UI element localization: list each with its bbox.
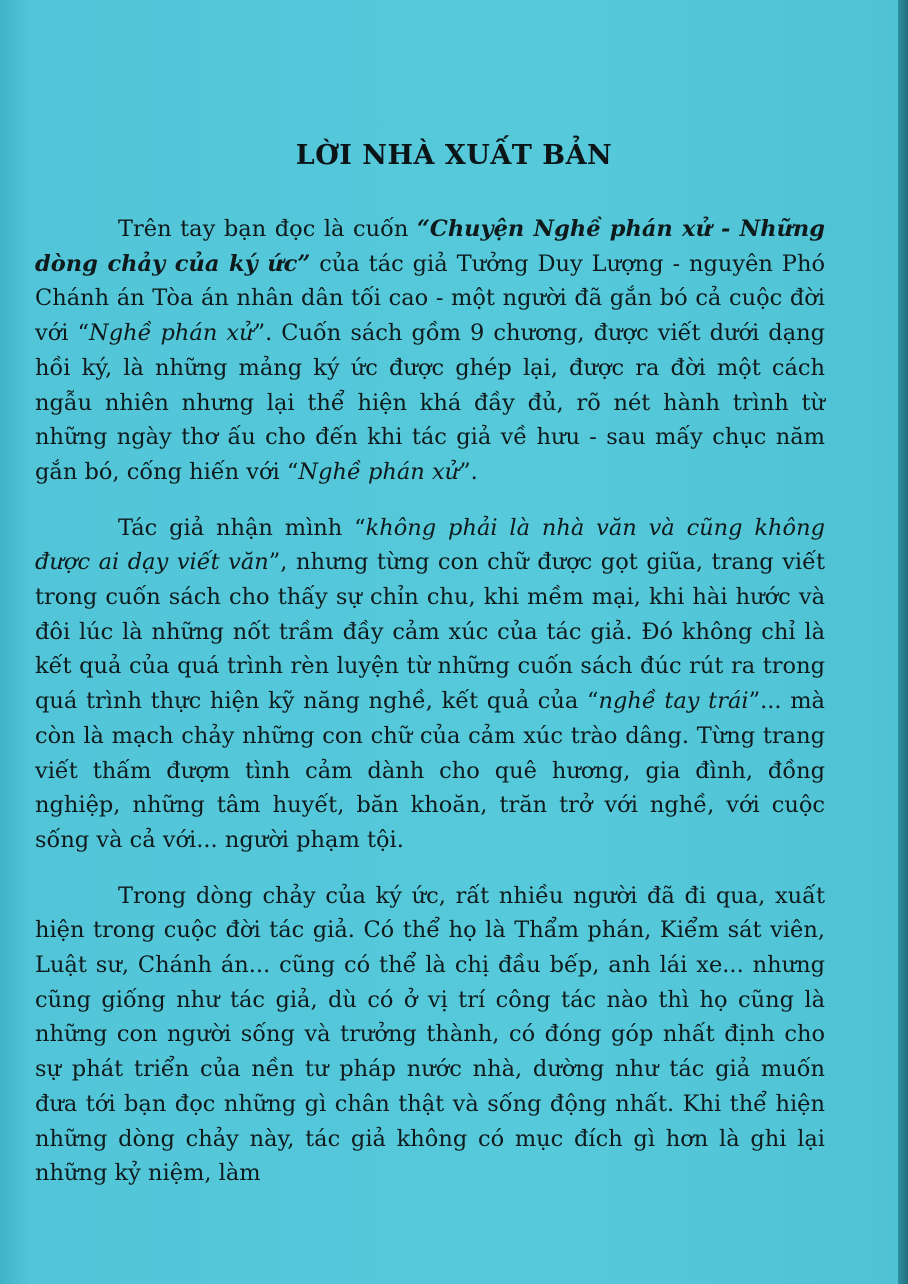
text-run: Trên tay bạn đọc là cuốn [118, 216, 417, 242]
text-run: Nghề phán xử [89, 320, 254, 347]
text-run: ”, nhưng từng con chữ được gọt giũa, trang viết trong cuốn sách cho thấy sự chỉn chu, khi mềm mại, khi hài hước và đôi lúc là những nốt trầm đầy cảm xúc của tác giả. Đó không chỉ là kết quả của quá trình rèn luyện từ những cuốn sách đúc rút ra trong quá trình thực hiện kỹ năng nghề, kết quả của “ [35, 549, 825, 715]
text-run: “Chuyện Nghề phán xử - Những dòng chảy của ký ức” [35, 216, 826, 277]
text-run: ”. [459, 458, 478, 485]
text-run: Nghề phán xử [298, 458, 460, 485]
paragraph-3 [35, 879, 825, 1191]
paragraph-2 [35, 511, 825, 858]
text-run: Tác giả nhận mình “ [118, 514, 366, 541]
page-title: LỜI NHÀ XUẤT BẢN [295, 140, 613, 171]
body-text [35, 212, 825, 1191]
page-edge [898, 0, 908, 1284]
text-run: nghề tay trái [598, 688, 749, 715]
text-run: không phải là nhà văn và cũng không được ai dạy viết văn [35, 514, 825, 576]
paragraph-1 [35, 212, 825, 490]
text-run: Trong dòng chảy của ký ức, rất nhiều người đã đi qua, xuất hiện trong cuộc đời tác giả. Có thể họ là Thẩm phán, Kiểm sát viên, Luật sư, Chánh án... cũng có thể là chị đầu bếp, anh lái xe... nhưng cũng giống như tác giả, dù có ở vị trí công tác nào thì họ cũng là những con người sống và trưởng thành, có đóng góp nhất định cho sự phát triển của nền tư pháp nước nhà, dường như tác giả muốn đưa tới bạn đọc những gì chân thật và sống động nhất. Khi thể hiện những dòng chảy này, tác giả không có mục đích gì hơn là ghi lại những kỷ niệm, làm [35, 882, 825, 1187]
text-run: ”. Cuốn sách gồm 9 chương, được viết dưới dạng hồi ký, là những mảng ký ức được ghép lại, được ra đời một cách ngẫu nhiên nhưng lại thể hiện khá đầy đủ, rõ nét hành trình từ những ngày thơ ấu cho đến khi tác giả về hưu - sau mấy chục năm gắn bó, cống hiến với “ [35, 320, 826, 485]
text-run: ”... mà còn là mạch chảy những con chữ của cảm xúc trào dâng. Từng trang viết thấm đượm tình cảm dành cho quê hương, gia đình, đồng nghiệp, những tâm huyết, băn khoăn, trăn trở với nghề, với cuộc sống và cả với... người phạm tội. [35, 688, 825, 853]
text-run: của tác giả Tưởng Duy Lượng - nguyên Phó Chánh án Tòa án nhân dân tối cao - một người đã gắn bó cả cuộc đời với “ [35, 250, 825, 347]
